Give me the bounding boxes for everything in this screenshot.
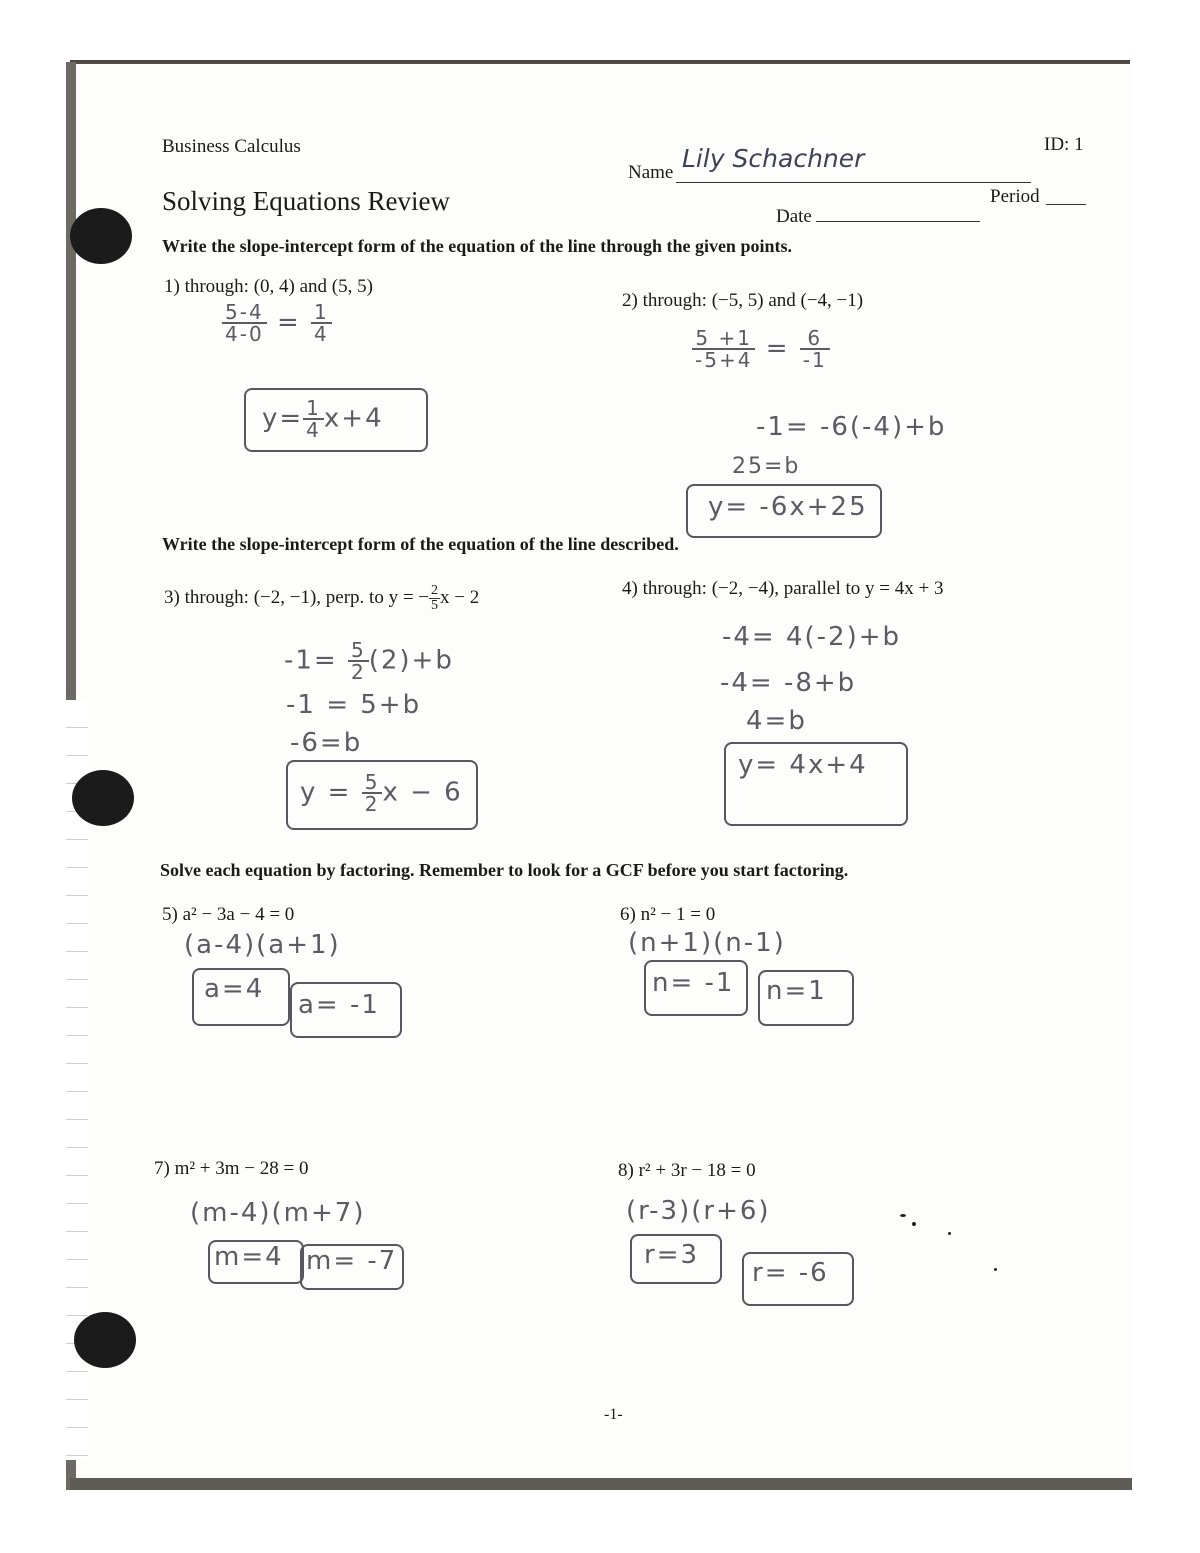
problem-2-step2: 25=b [732,454,801,479]
section1-instruction: Write the slope-intercept form of the equation of the line through the given points. [162,236,792,256]
problem-3-step2: -1 = 5+b [286,690,422,720]
section3-instruction: Solve each equation by factoring. Remember to look for a GCF before you start factoring. [160,860,849,880]
student-name-handwritten: Lily Schachner [682,144,865,173]
name-label: Name [628,162,674,183]
problem-6-answer1: n= -1 [652,968,735,998]
problem-6-factored: (n+1)(n-1) [628,928,786,958]
course-name: Business Calculus [162,136,301,157]
problem-6-answer2: n=1 [766,976,827,1006]
problem-4-step3: 4=b [746,706,807,736]
id-label: ID: 1 [1044,134,1084,155]
problem-8-factored: (r-3)(r+6) [626,1196,771,1226]
ink-speck [900,1214,906,1217]
problem-2-answer: y= -6x+25 [708,492,868,522]
ink-speck [994,1268,997,1271]
period-line [1046,204,1086,205]
worksheet-title: Solving Equations Review [162,186,450,216]
problem-7-answer2: m= -7 [306,1246,398,1276]
name-line [676,182,1031,183]
problem-1-answer: y= $\frac{1}{4}$ x+4 [262,396,384,442]
problem-2-step1: -1= -6(-4)+b [756,412,947,442]
problem-8-answer2: r= -6 [752,1258,829,1288]
problem-4-answer: y= 4x+4 [738,750,868,780]
section2-instruction: Write the slope-intercept form of the equation of the line described. [162,534,679,554]
problem-4-step1: -4= 4(-2)+b [722,622,902,652]
problem-6-label: 6) n² − 1 = 0 [620,904,716,925]
problem-5-answer2: a= -1 [298,990,380,1020]
problem-4-step2: -4= -8+b [720,668,857,698]
problem-8-label: 8) r² + 3r − 18 = 0 [618,1160,756,1181]
binder-hole-bottom [74,1312,136,1368]
problem-5-answer1: a=4 [204,974,265,1004]
problem-7-factored: (m-4)(m+7) [190,1198,366,1228]
problem-8-answer1: r=3 [644,1240,700,1270]
slope-fraction: $\frac{5-4}{4-0}$ [222,302,267,344]
problem-3-step3: -6=b [290,728,363,758]
problem-2-label: 2) through: (−5, 5) and (−4, −1) [622,290,864,311]
binder-hole-middle [72,770,134,826]
problem-1-label: 1) through: (0, 4) and (5, 5) [164,276,373,297]
slope-result: $\frac{6}{-1}$ [800,328,830,370]
problem-1-slope-work: $\frac{5-4}{4-0}$ = $\frac{1}{4}$ [222,302,332,344]
problem-3-label: 3) through: (−2, −1), perp. to y = − $\frac{2}{5}$ x − 2 [164,583,480,613]
slope-fraction: $\frac{5 +1}{-5+4}$ [692,328,755,370]
page-number: -1- [604,1406,623,1423]
date-label: Date [776,206,812,227]
problem-3-step1: -1= $\frac{5}{2}$ (2)+b [284,638,454,684]
problem-2-slope-work: $\frac{5 +1}{-5+4}$ = $\frac{6}{-1}$ [692,328,830,370]
ink-speck [948,1232,951,1235]
problem-3-answer: y = $\frac{5}{2}$ x − 6 [300,770,463,816]
period-label: Period [990,186,1040,207]
photo-background-bottom [70,1478,1132,1490]
binder-hole-top [70,208,132,264]
problem-5-factored: (a-4)(a+1) [184,930,341,960]
problem-5-label: 5) a² − 3a − 4 = 0 [162,904,295,925]
slope-result: $\frac{1}{4}$ [311,302,332,344]
date-line [816,221,980,222]
problem-7-label: 7) m² + 3m − 28 = 0 [154,1158,309,1179]
problem-7-answer1: m=4 [214,1242,284,1272]
problem-4-label: 4) through: (−2, −4), parallel to y = 4x + 3 [622,578,944,599]
ink-speck [912,1222,916,1226]
